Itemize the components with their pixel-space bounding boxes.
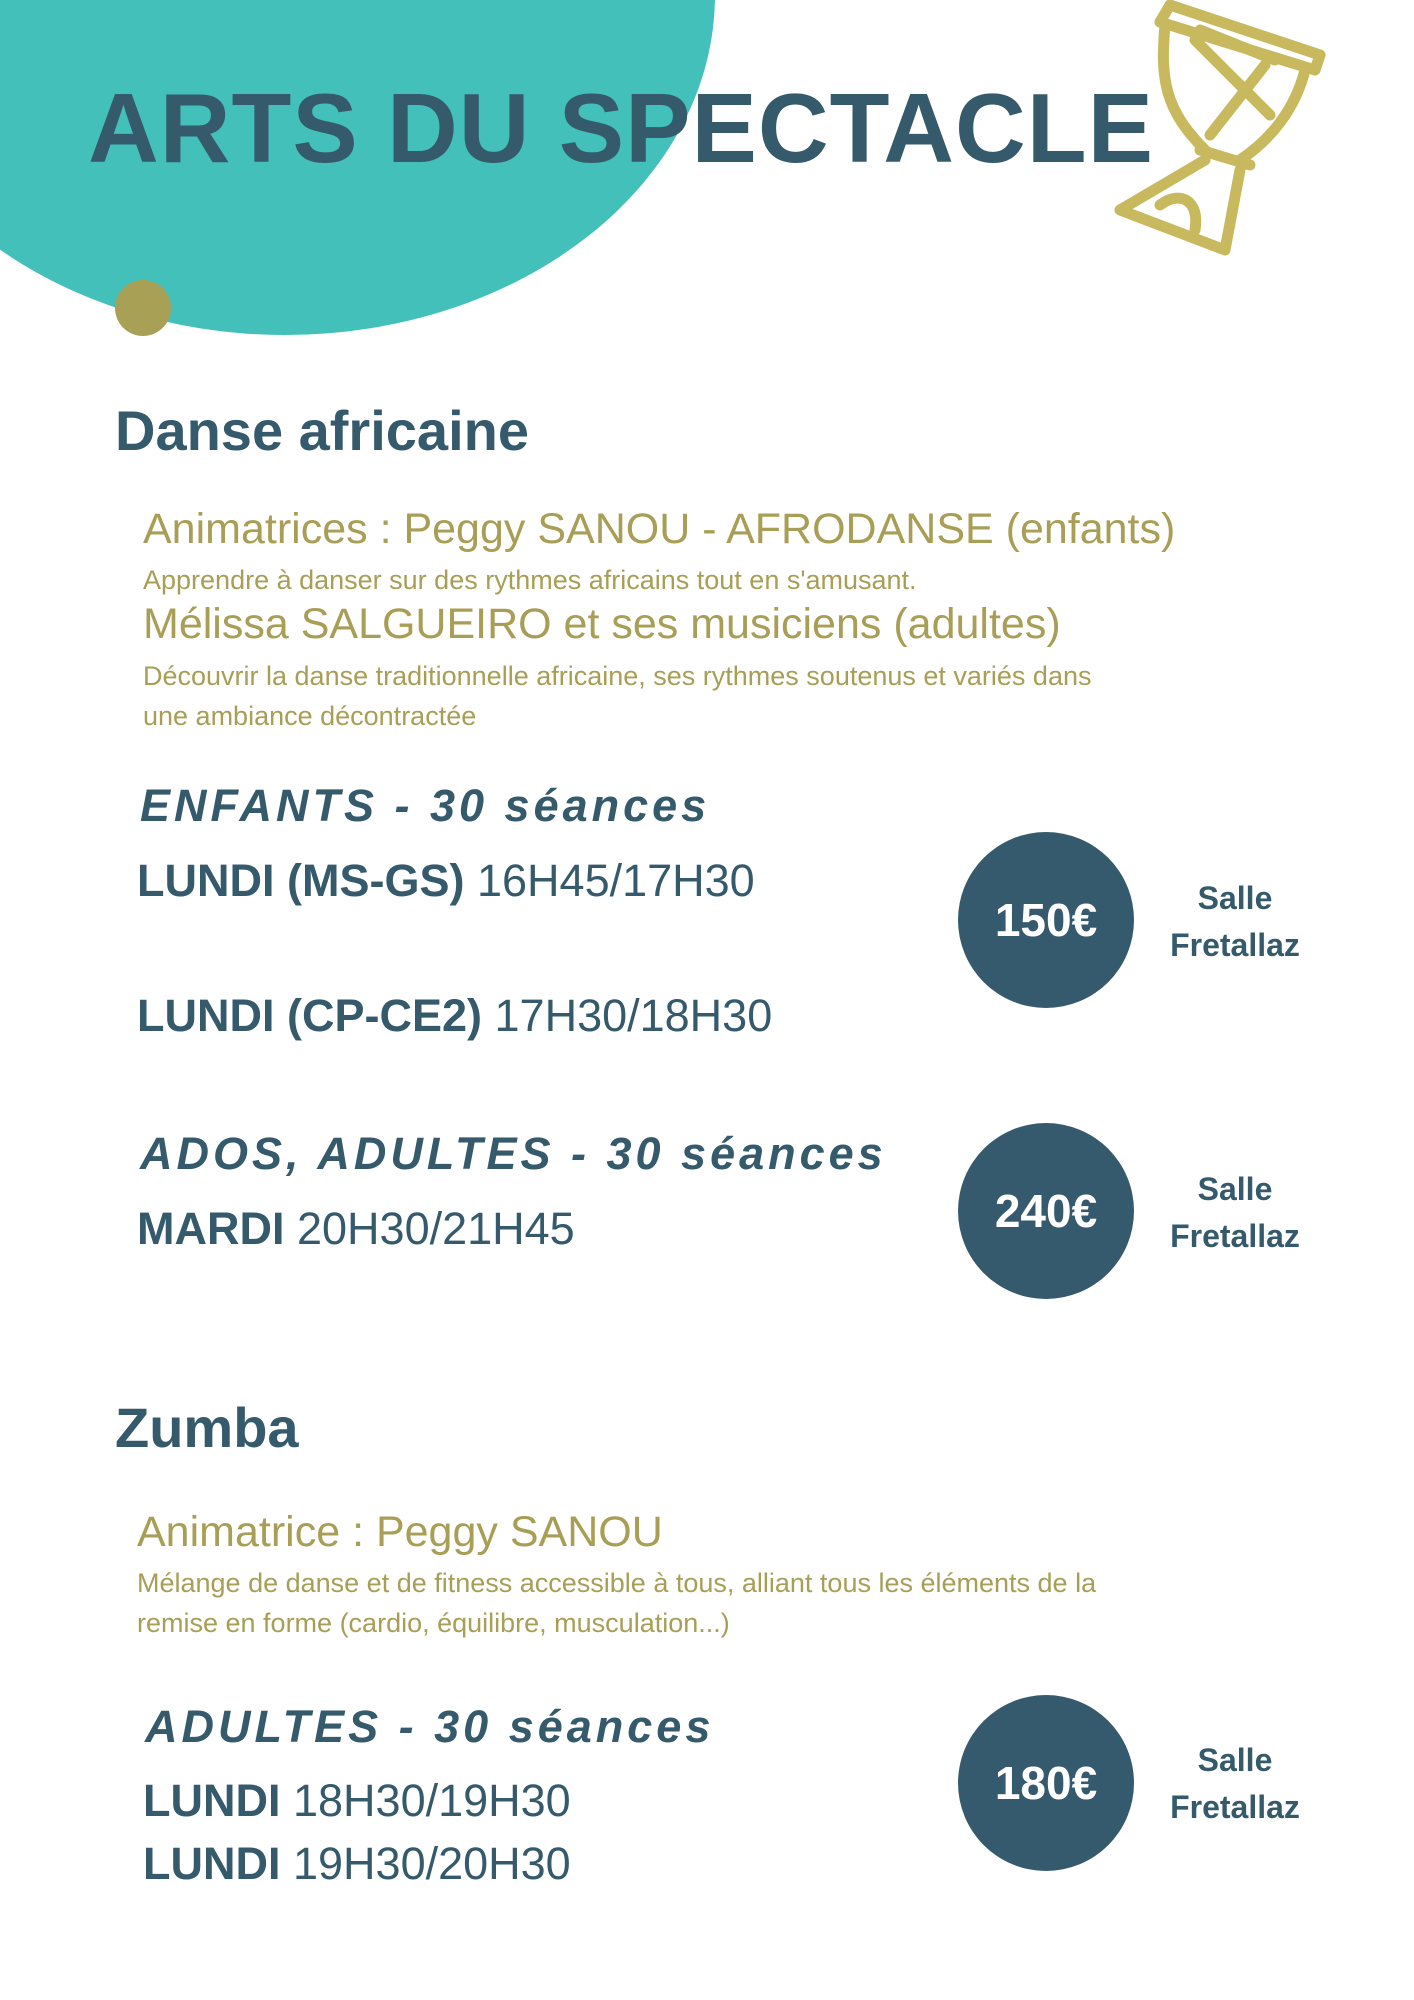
page-title: ARTS DU SPECTACLE bbox=[88, 73, 1155, 183]
section-title-danse: Danse africaine bbox=[115, 399, 529, 462]
schedule-row bbox=[137, 990, 772, 1042]
venue-line: Salle bbox=[1197, 880, 1273, 916]
schedule-day: LUNDI (MS-GS) bbox=[137, 855, 465, 906]
schedule-hours: 19H30/20H30 bbox=[293, 1838, 571, 1889]
venue-label bbox=[1145, 875, 1325, 969]
venue-label bbox=[1145, 1166, 1325, 1260]
schedule-row bbox=[143, 1838, 571, 1890]
group-heading-adultes: ADULTES - 30 séances bbox=[145, 1701, 715, 1752]
schedule-hours: 17H30/18H30 bbox=[494, 990, 773, 1041]
price-badge: 240€ bbox=[958, 1123, 1134, 1299]
schedule-day: MARDI bbox=[137, 1203, 285, 1254]
section-title-zumba: Zumba bbox=[115, 1396, 299, 1459]
group-heading-enfants: ENFANTS - 30 séances bbox=[140, 780, 711, 831]
group-heading-ados-adultes: ADOS, ADULTES - 30 séances bbox=[140, 1128, 887, 1179]
description: Mélange de danse et de fitness accessible à tous, alliant tous les éléments de la bbox=[137, 1568, 1097, 1598]
price-badge: 180€ bbox=[958, 1695, 1134, 1871]
description: remise en forme (cardio, équilibre, musculation...) bbox=[137, 1608, 730, 1638]
schedule-day: LUNDI bbox=[143, 1838, 281, 1889]
venue-name: Fretallaz bbox=[1170, 1789, 1300, 1825]
animator-label: Animatrice : Peggy SANOU bbox=[137, 1508, 663, 1556]
schedule-row bbox=[137, 855, 755, 907]
venue-label bbox=[1145, 1737, 1325, 1831]
price-badge: 150€ bbox=[958, 832, 1134, 1008]
animator-label: Animatrices : Peggy SANOU - AFRODANSE (enfants) bbox=[143, 505, 1176, 553]
venue-name: Fretallaz bbox=[1170, 1218, 1300, 1254]
description: Découvrir la danse traditionnelle africaine, ses rythmes soutenus et variés dans bbox=[143, 661, 1092, 691]
animator-label: Mélissa SALGUEIRO et ses musiciens (adultes) bbox=[143, 600, 1061, 648]
schedule-hours: 16H45/17H30 bbox=[476, 855, 755, 906]
venue-line: Salle bbox=[1197, 1742, 1273, 1778]
schedule-hours: 18H30/19H30 bbox=[293, 1775, 571, 1826]
schedule-day: LUNDI (CP-CE2) bbox=[137, 990, 482, 1041]
schedule-day: LUNDI bbox=[143, 1775, 281, 1826]
description: une ambiance décontractée bbox=[143, 701, 477, 731]
djembe-drum-icon bbox=[1090, 0, 1340, 260]
venue-line: Salle bbox=[1197, 1171, 1273, 1207]
gold-dot-decoration bbox=[115, 280, 171, 336]
schedule-hours: 20H30/21H45 bbox=[297, 1203, 575, 1254]
schedule-row bbox=[137, 1203, 575, 1255]
description: Apprendre à danser sur des rythmes africains tout en s'amusant. bbox=[143, 565, 917, 595]
venue-name: Fretallaz bbox=[1170, 927, 1300, 963]
schedule-row bbox=[143, 1775, 571, 1827]
